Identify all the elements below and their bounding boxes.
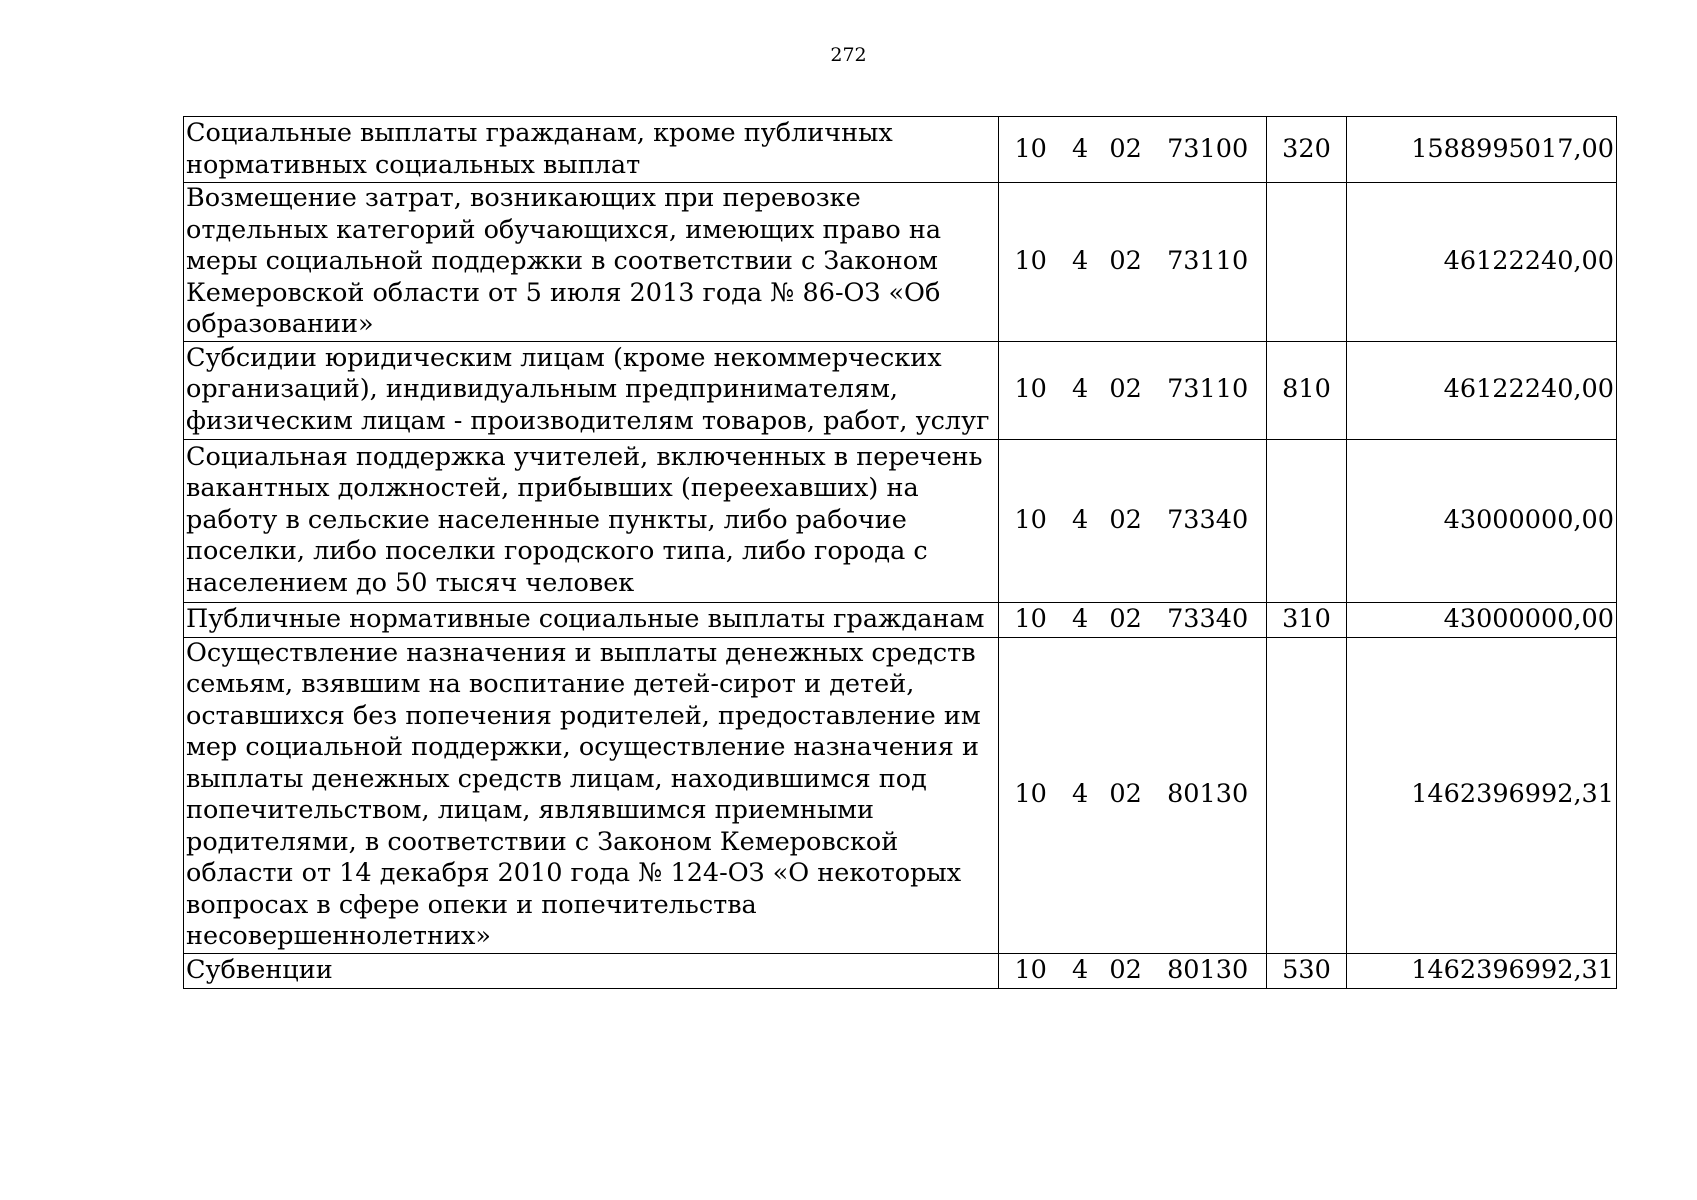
direction-code: 80130	[1167, 954, 1249, 985]
budget-table	[183, 116, 1617, 989]
subprogram-code: 02	[1109, 954, 1142, 985]
direction-code: 73340	[1167, 504, 1249, 535]
expense-type-code	[1267, 637, 1347, 953]
row-description: Субсидии юридическим лицам (кроме некоммерческих организаций), индивидуальным предпринимателям, физическим лицам - производителям товаров, работ, услуг	[184, 341, 999, 439]
subprogram-code: 02	[1109, 246, 1142, 276]
amount: 46122240,00	[1347, 183, 1617, 342]
expense-type-code: 320	[1267, 117, 1347, 183]
program-code: 4	[1071, 603, 1089, 634]
direction-code: 80130	[1167, 779, 1249, 810]
row-description: Осуществление назначения и выплаты денежных средств семьям, взявшим на воспитание детей-сирот и детей, оставшихся без попечения родителей, предоставление им мер социальной поддержки, осуществление назначения и выплаты денежных средств лицам, находившимся под попечительством, лицам, являвшимся приемными родителями, в соответствии с Законом Кемеровской области от 14 декабря 2010 года № 124-ОЗ «О некоторых вопросах в сфере опеки и попечительства несовершеннолетних»	[184, 637, 999, 953]
target-article-code	[999, 637, 1267, 953]
row-description: Публичные нормативные социальные выплаты гражданам	[184, 602, 999, 637]
amount: 46122240,00	[1347, 341, 1617, 439]
row-description: Социальная поддержка учителей, включенных в перечень вакантных должностей, прибывших (переехавших) на работу в сельские населенные пункты, либо рабочие поселки, либо поселки городского типа, либо города с населением до 50 тысяч человек	[184, 439, 999, 602]
section-code: 10	[1014, 374, 1047, 405]
target-article-code	[999, 117, 1267, 183]
program-code: 4	[1071, 779, 1089, 810]
direction-code: 73110	[1167, 246, 1249, 276]
expense-type-code	[1267, 439, 1347, 602]
amount: 43000000,00	[1347, 439, 1617, 602]
table-row	[184, 183, 1617, 342]
direction-code: 73100	[1167, 133, 1249, 164]
table-row	[184, 953, 1617, 988]
table-row	[184, 117, 1617, 183]
row-description: Субвенции	[184, 953, 999, 988]
program-code: 4	[1071, 374, 1089, 405]
expense-type-code: 310	[1267, 602, 1347, 637]
target-article-code	[999, 602, 1267, 637]
target-article-code	[999, 439, 1267, 602]
section-code: 10	[1014, 133, 1047, 164]
subprogram-code: 02	[1109, 374, 1142, 405]
section-code: 10	[1014, 246, 1047, 276]
section-code: 10	[1014, 954, 1047, 985]
target-article-code	[999, 183, 1267, 342]
table-row	[184, 439, 1617, 602]
expense-type-code: 810	[1267, 341, 1347, 439]
direction-code: 73340	[1167, 603, 1249, 634]
program-code: 4	[1071, 246, 1089, 276]
amount: 1588995017,00	[1347, 117, 1617, 183]
subprogram-code: 02	[1109, 133, 1142, 164]
subprogram-code: 02	[1109, 504, 1142, 535]
section-code: 10	[1014, 779, 1047, 810]
section-code: 10	[1014, 603, 1047, 634]
amount: 43000000,00	[1347, 602, 1617, 637]
row-description: Социальные выплаты гражданам, кроме публичных нормативных социальных выплат	[184, 117, 999, 183]
expense-type-code: 530	[1267, 953, 1347, 988]
section-code: 10	[1014, 504, 1047, 535]
amount: 1462396992,31	[1347, 637, 1617, 953]
program-code: 4	[1071, 954, 1089, 985]
row-description: Возмещение затрат, возникающих при перевозке отдельных категорий обучающихся, имеющих право на меры социальной поддержки в соответствии с Законом Кемеровской области от 5 июля 2013 года № 86-ОЗ «Об образовании»	[184, 183, 999, 342]
table-row	[184, 602, 1617, 637]
page-number: 272	[830, 44, 867, 66]
expense-type-code	[1267, 183, 1347, 342]
subprogram-code: 02	[1109, 779, 1142, 810]
amount: 1462396992,31	[1347, 953, 1617, 988]
program-code: 4	[1071, 133, 1089, 164]
table-row	[184, 341, 1617, 439]
program-code: 4	[1071, 504, 1089, 535]
target-article-code	[999, 953, 1267, 988]
target-article-code	[999, 341, 1267, 439]
direction-code: 73110	[1167, 374, 1249, 405]
subprogram-code: 02	[1109, 603, 1142, 634]
table-row	[184, 637, 1617, 953]
